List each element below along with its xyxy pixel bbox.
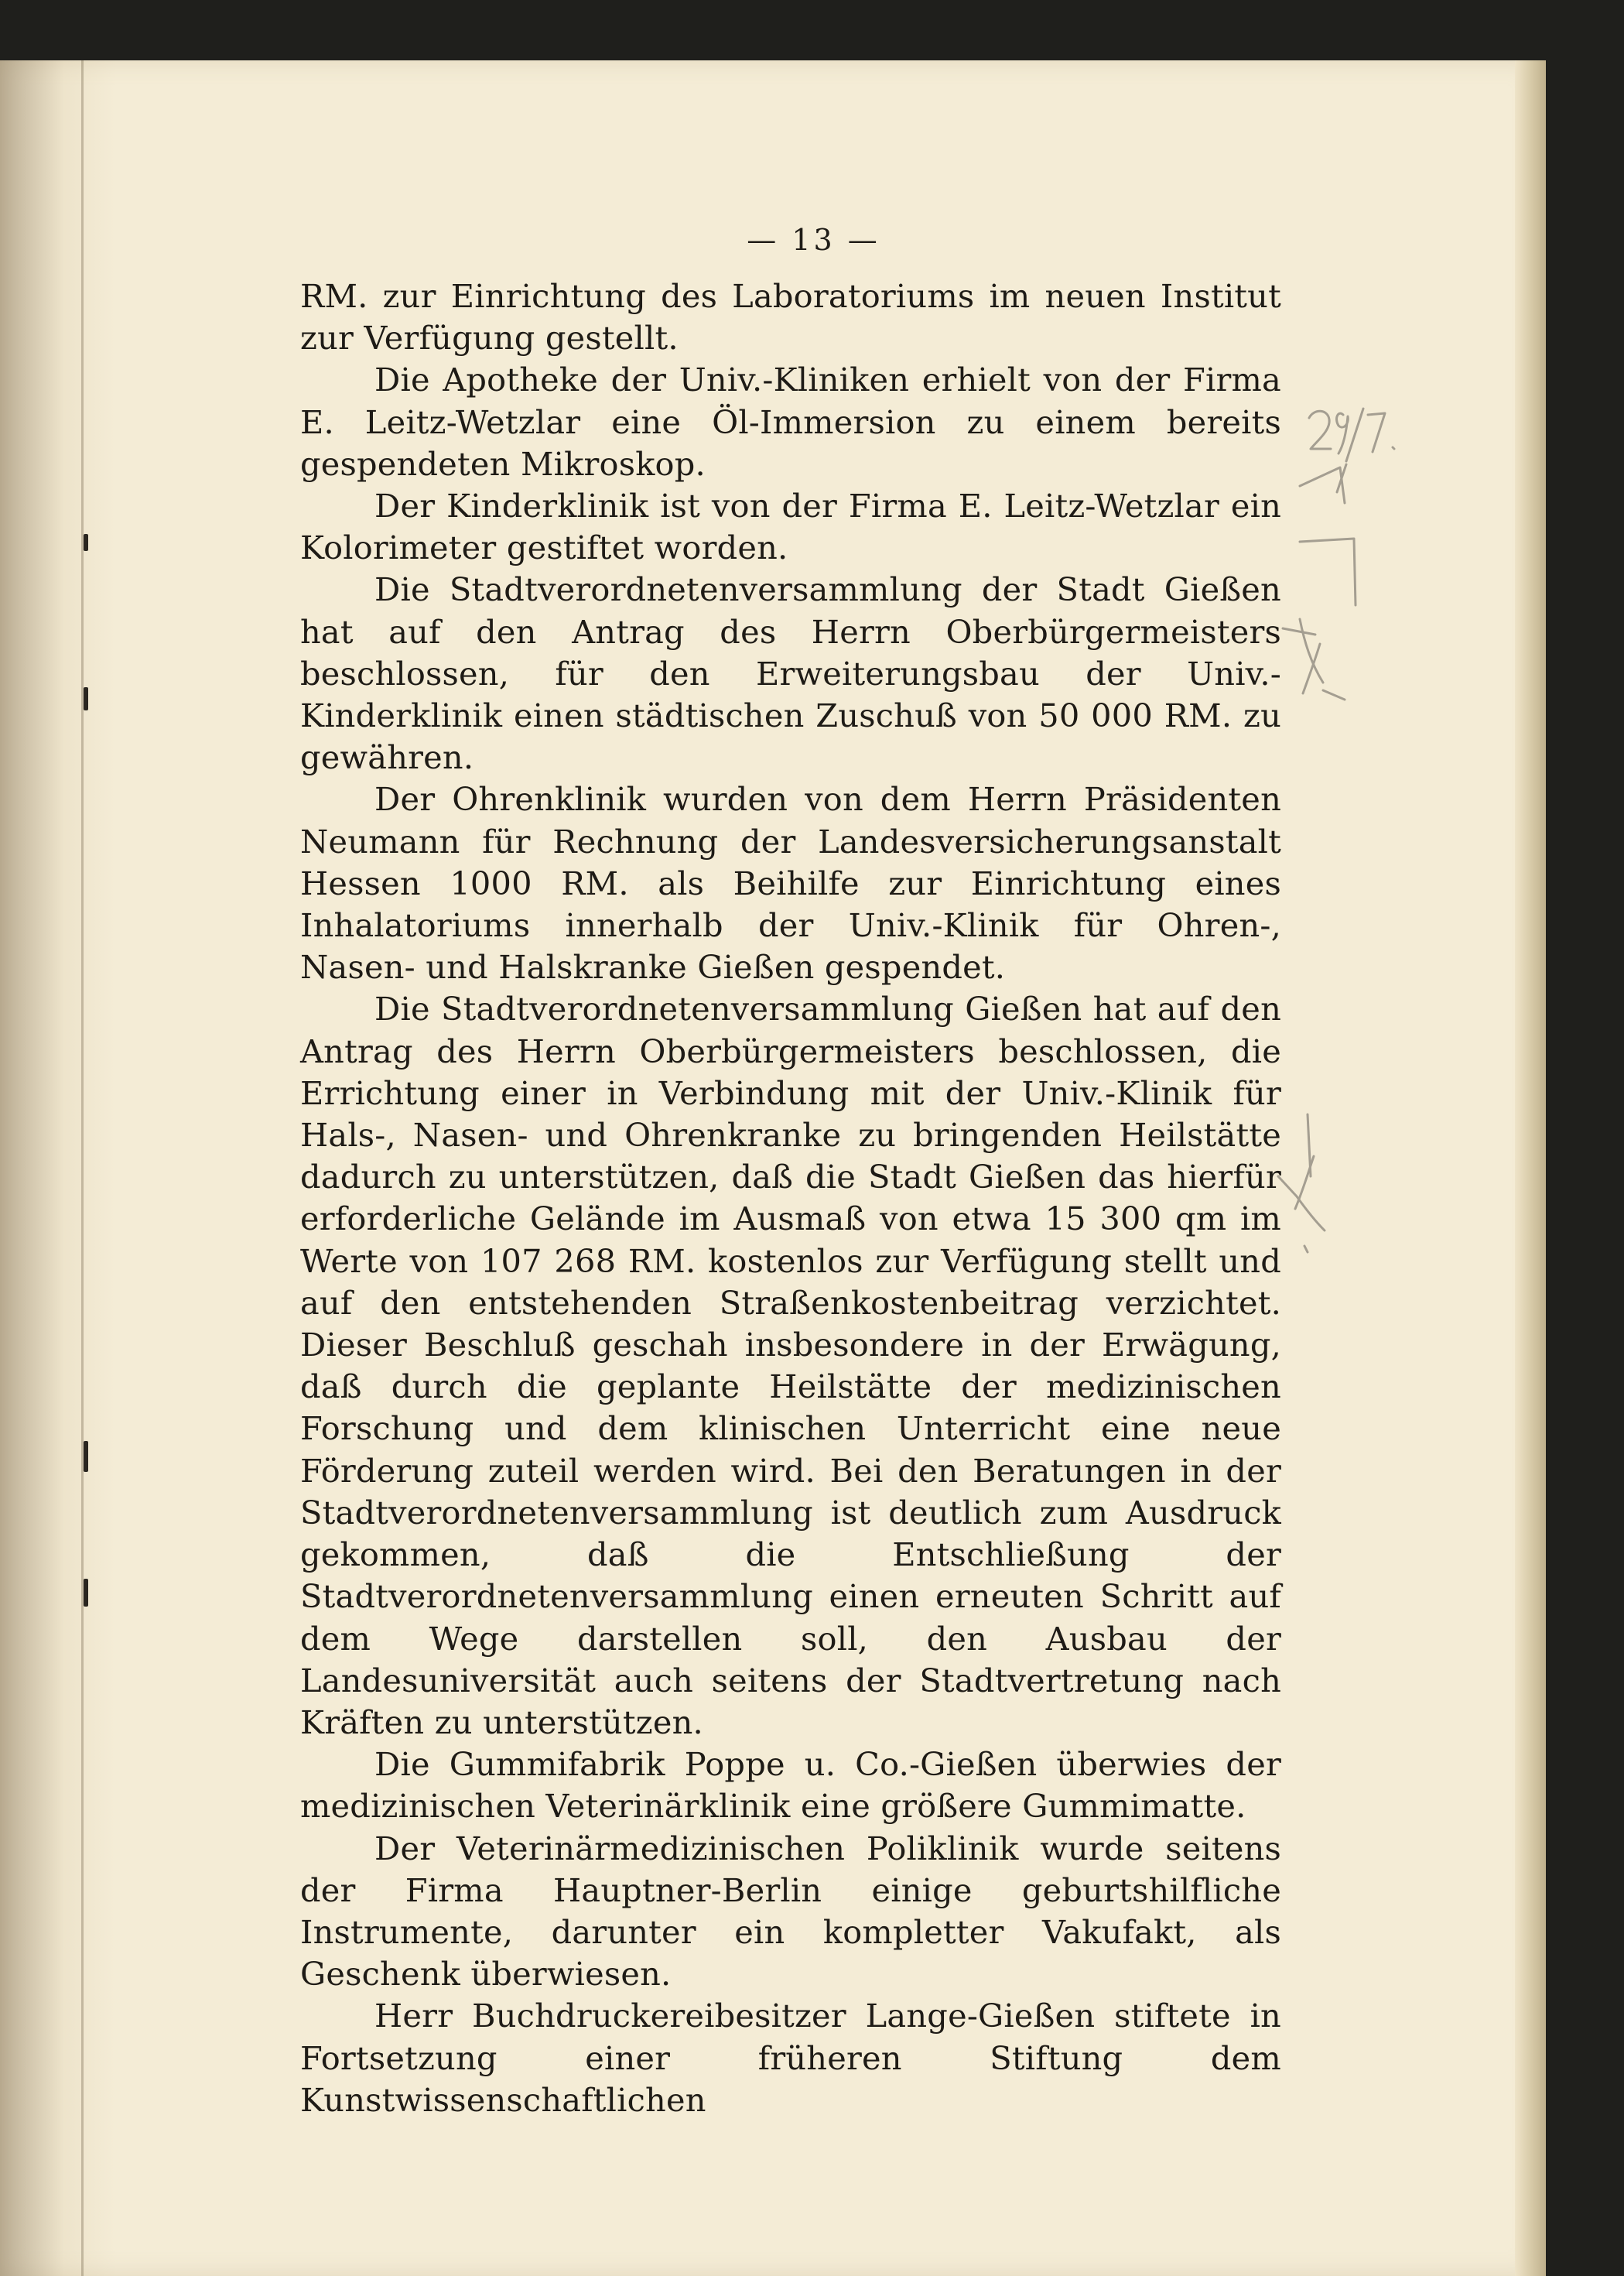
paragraph: Die Apotheke der Univ.-Kliniken erhielt von der Firma E. Leitz-Wetzlar eine Öl-Immersion zu einem bereits gespendeten Mikroskop. bbox=[300, 361, 1281, 483]
margin-note-handwriting bbox=[1300, 409, 1394, 503]
page-edge bbox=[1515, 60, 1546, 2276]
binding-thread-mark bbox=[84, 687, 88, 710]
paragraph: RM. zur Einrichtung des Laboratoriums im neuen Institut zur Verfügung gestellt. bbox=[300, 277, 1281, 358]
body-text bbox=[300, 276, 1281, 2121]
paragraph: Die Stadtverordnetenversammlung Gießen hat auf den Antrag des Herrn Oberbürgermeisters beschlossen, die Errichtung einer in Verbindung mit der Univ.-Klinik für Hals-, Nasen- und Ohrenkranke zu bringenden Heilstätte dadurch zu unterstützen, daß die Stadt Gießen das hierfür erforderliche Gelände im Ausmaß von etwa 15 300 qm im Werte von 107 268 RM. kostenlos zur Verfügung stellt und auf den entstehenden Straßenkostenbeitrag verzichtet. Dieser Beschluß geschah insbesondere in der Erwägung, daß durch die geplante Heilstätte der medizinischen Forschung und dem klinischen Unterricht eine neue Förderung zuteil werden wird. Bei den Beratungen in der Stadtverordnetenversammlung ist deutlich zum Ausdruck gekommen, daß die Entschließung der Stadtverordnetenversammlung einen erneuten Schritt auf dem Wege darstellen soll, den Ausbau der Landesuniversität auch seitens der Stadtvertretung nach Kräften zu unterstützen. bbox=[300, 990, 1281, 1741]
paragraph: Herr Buchdruckereibesitzer Lange-Gießen stiftete in Fortsetzung einer früheren Stiftung dem Kunstwissenschaftlichen bbox=[300, 1997, 1281, 2119]
margin-bracket bbox=[1300, 539, 1356, 605]
cross-mark bbox=[1283, 619, 1345, 700]
binding-thread-mark bbox=[84, 1579, 88, 1607]
paragraph: Die Gummifabrik Poppe u. Co.-Gießen überwies der medizinischen Veterinärklinik eine größere Gummimatte. bbox=[300, 1745, 1281, 1826]
cross-mark bbox=[1278, 1114, 1325, 1252]
paragraph: Der Veterinärmedizinischen Poliklinik wurde seitens der Firma Hauptner-Berlin einige geburtshilfliche Instrumente, darunter ein kompletter Vakufakt, als Geschenk überwiesen. bbox=[300, 1829, 1281, 1994]
binding-thread-mark bbox=[84, 1441, 88, 1472]
page-number: — 13 — bbox=[747, 223, 880, 257]
binding-thread-mark bbox=[84, 534, 88, 551]
gutter-fold bbox=[81, 60, 84, 2276]
paragraph: Die Stadtverordnetenversammlung der Stadt Gießen hat auf den Antrag des Herrn Oberbürgermeisters beschlossen, für den Erweiterungsbau der Univ.-Kinderklinik einen städtischen Zuschuß von 50 000 RM. zu gewähren. bbox=[300, 570, 1281, 777]
gutter-shadow bbox=[0, 60, 116, 2276]
paragraph: Der Ohrenklinik wurden von dem Herrn Präsidenten Neumann für Rechnung der Landesversicherungsanstalt Hessen 1000 RM. als Beihilfe zur Einrichtung eines Inhalatoriums innerhalb der Univ.-Klinik für Ohren-, Nasen- und Halskranke Gießen gespendet. bbox=[300, 780, 1281, 987]
pencil-annotations bbox=[1269, 387, 1462, 1292]
paragraph: Der Kinderklinik ist von der Firma E. Leitz-Wetzlar ein Kolorimeter gestiftet worden. bbox=[300, 487, 1281, 567]
